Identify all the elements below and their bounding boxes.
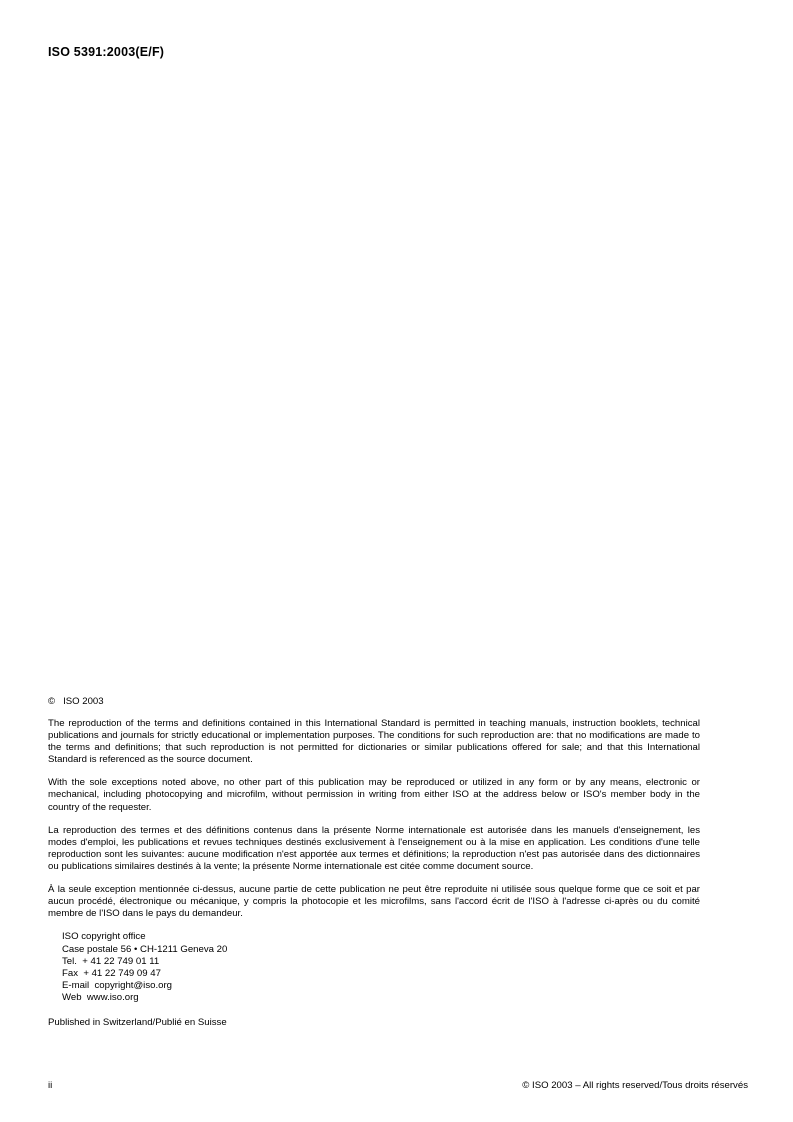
footer-page-number: ii — [48, 1080, 53, 1091]
iso-copyright-address — [48, 931, 700, 1004]
page-footer — [0, 1080, 793, 1094]
reproduction-paragraph-en: The reproduction of the terms and definitions contained in this International Standard is permitted in teaching manuals, instruction booklets, technical publications and journals for strictly educational or implementation purposes. The conditions for such reproduction are: that no modifications are made to the terms and definitions; that such reproduction is not permitted for dictionaries or similar publications offered for sale; and that this International Standard is referenced as the source document. — [48, 718, 700, 766]
address-web: Web www.iso.org — [62, 992, 139, 1004]
address-postal: Case postale 56 • CH-1211 Geneva 20 — [62, 943, 228, 955]
exceptions-paragraph-fr: À la seule exception mentionnée ci-dessus, aucune partie de cette publication ne peut être reproduite ni utilisée sous quelque forme que ce soit et par aucun procédé, électronique ou mécanique, y compris la photocopie et les microfilms, sans l'accord écrit de l'ISO à l'adresse ci-après ou du comité membre de l'ISO dans le pays du demandeur. — [48, 884, 700, 920]
exceptions-paragraph-en: With the sole exceptions noted above, no other part of this publication may be reproduced or utilized in any form or by any means, electronic or mechanical, including photocopying and microfilm, without permission in writing from either ISO at the address below or ISO's member body in the country of the requester. — [48, 777, 700, 813]
published-line: Published in Switzerland/Publié en Suisse — [48, 1016, 227, 1028]
copyright-notice: © ISO 2003 — [48, 696, 104, 707]
address-email: E-mail copyright@iso.org — [62, 980, 172, 992]
footer-rights-statement: © ISO 2003 – All rights reserved/Tous droits réservés — [522, 1080, 748, 1091]
address-office: ISO copyright office — [62, 931, 146, 943]
page-header: ISO 5391:2003(E/F) — [48, 45, 165, 59]
address-fax: Fax + 41 22 749 09 47 — [62, 967, 161, 979]
address-telephone: Tel. + 41 22 749 01 11 — [62, 955, 160, 967]
reproduction-paragraph-fr: La reproduction des termes et des définitions contenus dans la présente Norme internationale est autorisée dans les manuels d'enseignement, les modes d'emploi, les publications et revues techniques destinés exclusivement à l'enseignement ou à la mise en application. Les conditions d'une telle reproduction sont les suivantes: aucune modification n'est apportée aux termes et définitions; la reproduction n'est pas autorisée dans des dictionnaires ou publications similaires destinés à la vente; la présente Norme internationale est citée comme document source. — [48, 824, 700, 872]
copyright-block — [48, 696, 700, 1028]
